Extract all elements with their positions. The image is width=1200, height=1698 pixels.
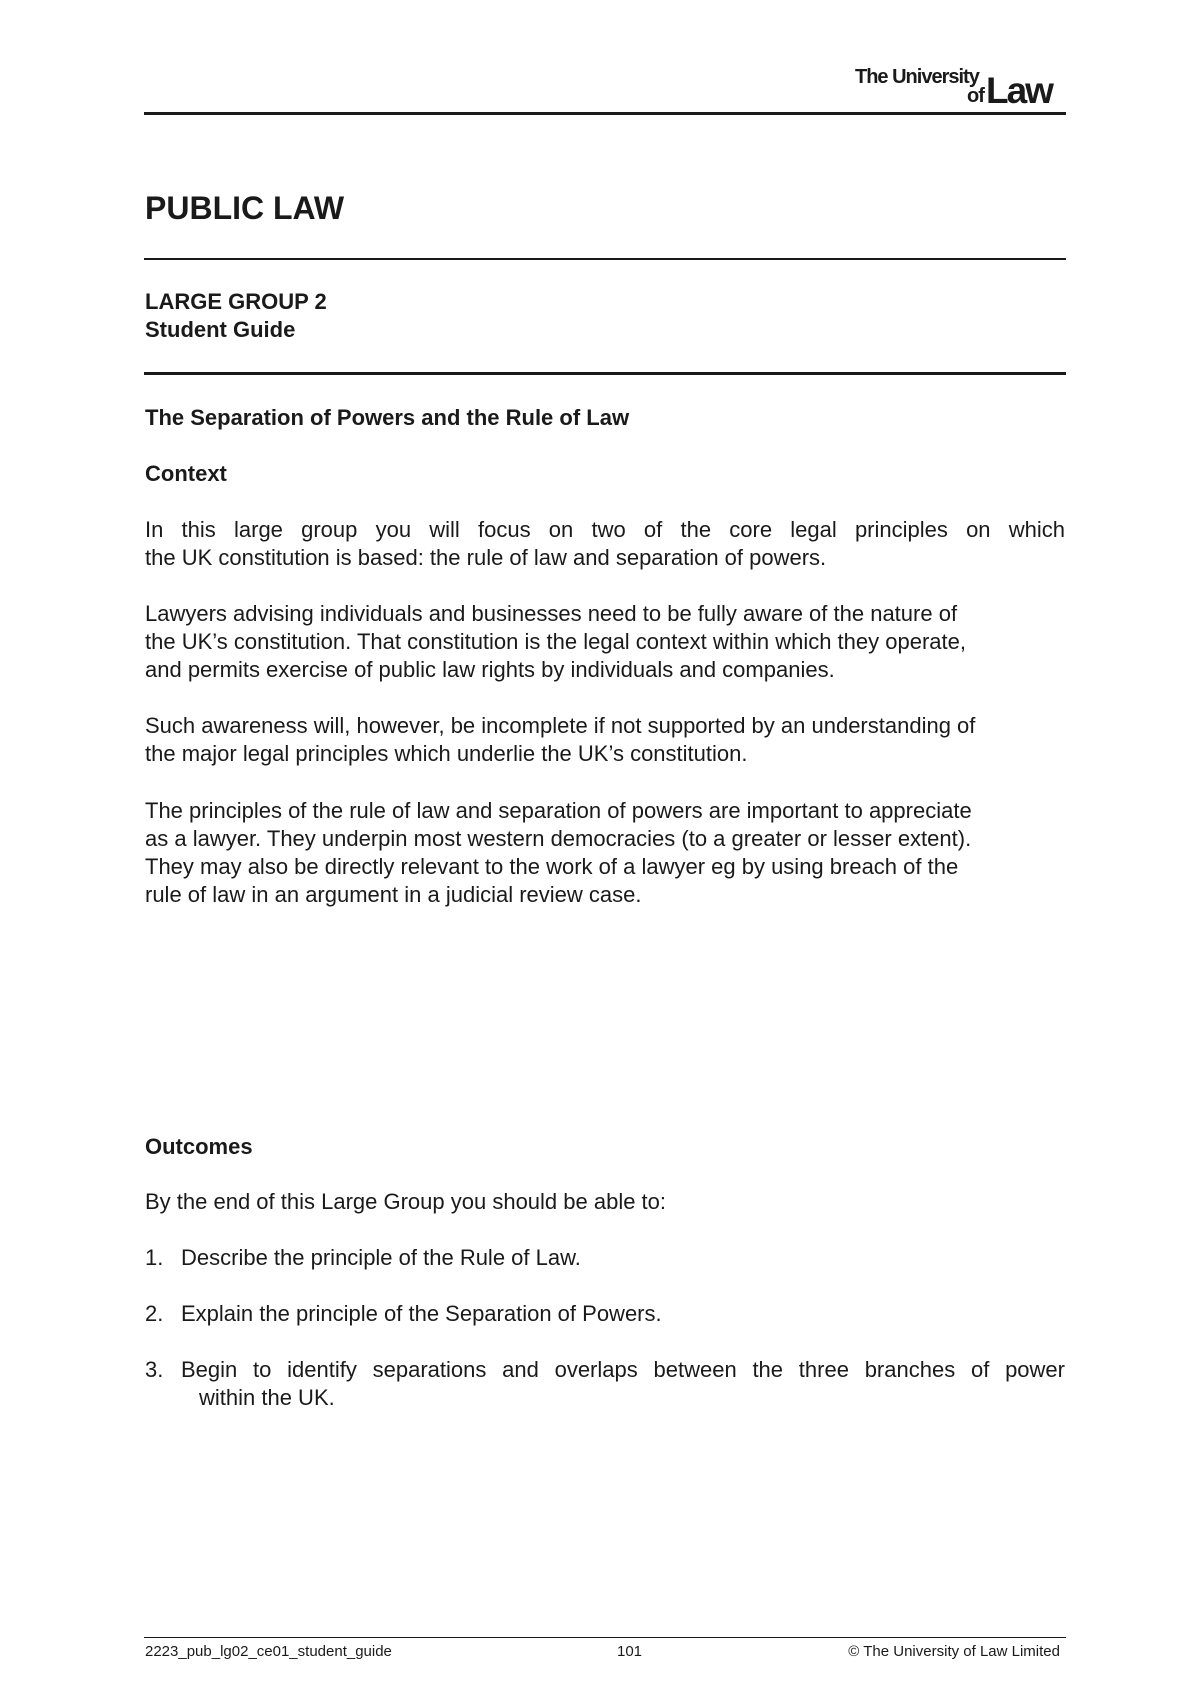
- context-paragraph-3: [145, 712, 1065, 768]
- footer-copyright: © The University of Law Limited: [848, 1643, 1060, 1660]
- outcomes-heading: Outcomes: [145, 1134, 253, 1159]
- footer-page-number: 101: [617, 1643, 643, 1660]
- list-item: [145, 1244, 1065, 1272]
- logo-law: Law: [986, 70, 1052, 111]
- footer-doc-code: 2223_pub_lg02_ce01_student_guide: [145, 1643, 392, 1660]
- list-item-text: Describe the principle of the Rule of Law.: [181, 1245, 581, 1270]
- list-item: [145, 1300, 1065, 1328]
- context-heading: Context: [145, 461, 227, 486]
- paragraph-line: The principles of the rule of law and separation of powers are important to appreciate: [145, 798, 972, 823]
- university-of-law-logo: [855, 66, 1070, 111]
- list-number: 2.: [145, 1301, 164, 1326]
- list-item-text: Begin to identify separations and overlaps between the three branches of power: [181, 1357, 1065, 1382]
- outcomes-intro: By the end of this Large Group you should be able to:: [145, 1189, 667, 1214]
- footer-rule: [144, 1637, 1066, 1638]
- logo-line1: The University: [855, 66, 979, 88]
- paragraph-line: They may also be directly relevant to the work of a lawyer eg by using breach of the: [145, 854, 959, 879]
- list-item: [145, 1356, 1065, 1412]
- topic-heading: The Separation of Powers and the Rule of Law: [145, 405, 630, 430]
- paragraph-line: the UK’s constitution. That constitution is the legal context within which they operate,: [145, 629, 966, 654]
- context-paragraph-4: [145, 797, 1065, 909]
- paragraph-line: and permits exercise of public law rights by individuals and companies.: [145, 657, 835, 682]
- list-item-text-continued: within the UK.: [199, 1385, 335, 1410]
- paragraph-line: rule of law in an argument in a judicial review case.: [145, 882, 642, 907]
- paragraph-line: Such awareness will, however, be incomplete if not supported by an understanding of: [145, 713, 976, 738]
- paragraph-line: the major legal principles which underlie the UK’s constitution.: [145, 741, 748, 766]
- list-item-text: Explain the principle of the Separation of Powers.: [181, 1301, 662, 1326]
- context-paragraph-2: [145, 600, 1065, 684]
- guide-label: Student Guide: [145, 317, 296, 342]
- paragraph-line: Lawyers advising individuals and businesses need to be fully aware of the nature of: [145, 601, 958, 626]
- session-label: LARGE GROUP 2: [145, 289, 327, 314]
- context-paragraph-1: [145, 516, 1065, 572]
- list-number: 3.: [145, 1357, 164, 1382]
- logo-of: of: [967, 85, 984, 107]
- paragraph-line: In this large group you will focus on two of the core legal principles on which: [145, 517, 1065, 542]
- paragraph-line: as a lawyer. They underpin most western democracies (to a greater or lesser extent).: [145, 826, 972, 851]
- section-rule: [144, 372, 1066, 375]
- page-title: PUBLIC LAW: [145, 190, 345, 226]
- title-rule: [144, 258, 1066, 260]
- paragraph-line: the UK constitution is based: the rule of law and separation of powers.: [145, 545, 827, 570]
- header-rule: [144, 112, 1066, 115]
- list-number: 1.: [145, 1245, 164, 1270]
